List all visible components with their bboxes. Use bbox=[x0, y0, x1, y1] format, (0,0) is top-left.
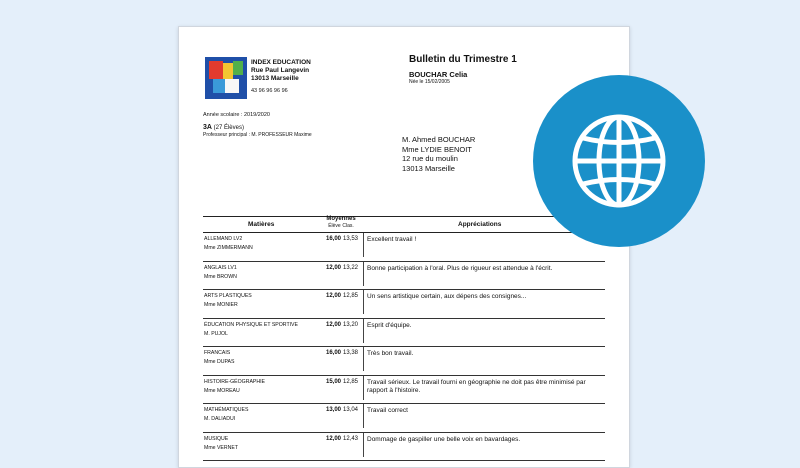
student-average: 12,00 bbox=[325, 264, 341, 271]
subject-cell bbox=[204, 349, 234, 367]
subject-name: MUSIQUE bbox=[204, 435, 229, 442]
address-line: Mme LYDIE BENOIT bbox=[402, 144, 472, 154]
subject-name: ALLEMAND LV2 bbox=[204, 236, 243, 242]
table-row bbox=[203, 433, 605, 462]
header-subjects: Matières bbox=[248, 221, 275, 228]
subject-teacher: Mme VERNET bbox=[204, 444, 239, 451]
class-count: (27 Élèves) bbox=[213, 125, 244, 131]
globe-badge bbox=[533, 75, 705, 247]
table-row bbox=[203, 262, 605, 291]
class-average: 12,85 bbox=[343, 378, 359, 385]
header-averages bbox=[321, 216, 361, 229]
student-birthdate: Née le 15/02/2005 bbox=[409, 79, 450, 85]
subject-teacher: Mme MOREAU bbox=[204, 387, 240, 394]
school-street: Rue Paul Langevin bbox=[251, 67, 310, 74]
header-comments: Appréciations bbox=[458, 221, 502, 228]
school-name: INDEX EDUCATION bbox=[251, 59, 311, 66]
comment-cell: Travail sérieux. Le travail fourni en géographie ne doit pas être minimisé par rapport à l'histoire. bbox=[363, 376, 603, 400]
subject-cell bbox=[204, 292, 252, 310]
subject-name: ARTS PLASTIQUES bbox=[204, 293, 252, 299]
student-average: 15,00 bbox=[325, 378, 341, 385]
subject-name: MATHÉMATIQUES bbox=[204, 407, 249, 413]
table-header bbox=[203, 216, 605, 233]
table-row bbox=[203, 319, 605, 348]
comment-cell: Dommage de gaspiller une belle voix en bavardages. bbox=[363, 433, 603, 457]
subject-cell bbox=[204, 378, 265, 396]
address-line: 12 rue du moulin bbox=[402, 154, 458, 164]
class-average: 13,20 bbox=[343, 321, 359, 328]
student-name: BOUCHAR Celia bbox=[409, 70, 468, 79]
subject-name: ÉDUCATION PHYSIQUE ET SPORTIVE bbox=[204, 321, 298, 328]
class-average: 13,38 bbox=[343, 350, 359, 356]
subject-teacher: M. PUJOL bbox=[204, 330, 228, 337]
subject-teacher: M. DALIADUI bbox=[204, 416, 236, 422]
subject-cell bbox=[204, 264, 237, 282]
class-line bbox=[203, 124, 244, 131]
report-card-document bbox=[178, 26, 630, 468]
table-row bbox=[203, 404, 605, 433]
subject-teacher: Mme ZIMMERMANN bbox=[204, 245, 253, 251]
grades-table bbox=[203, 216, 605, 461]
subject-cell bbox=[204, 235, 253, 253]
student-average: 13,00 bbox=[325, 407, 341, 413]
comment-cell: Un sens artistique certain, aux dépens des consignes... bbox=[363, 290, 603, 314]
student-average: 12,00 bbox=[325, 321, 341, 328]
subject-name: FRANCAIS bbox=[204, 350, 231, 356]
student-average: 12,00 bbox=[325, 293, 341, 299]
class-average: 13,22 bbox=[343, 264, 359, 271]
comment-cell: Bonne participation à l'oral. Plus de rigueur est attendue à l'écrit. bbox=[363, 262, 603, 286]
globe-icon bbox=[569, 111, 669, 211]
school-info bbox=[251, 59, 311, 83]
class-name: 3A bbox=[203, 124, 212, 131]
header-student: Élève bbox=[328, 222, 341, 229]
subject-cell bbox=[204, 406, 248, 424]
class-average: 12,85 bbox=[343, 293, 359, 299]
class-average: 12,43 bbox=[343, 435, 359, 442]
class-average: 13,04 bbox=[343, 407, 359, 413]
student-average: 16,00 bbox=[325, 350, 341, 356]
subject-teacher: Mme MONIER bbox=[204, 302, 238, 308]
school-phone: 43 96 96 96 96 bbox=[251, 88, 288, 94]
school-city: 13013 Marseille bbox=[251, 75, 299, 82]
table-row bbox=[203, 347, 605, 376]
address-line: 13013 Marseille bbox=[402, 163, 455, 173]
table-body bbox=[203, 233, 605, 461]
subject-teacher: Mme DUPAS bbox=[204, 359, 235, 365]
subject-name: ANGLAIS LV1 bbox=[204, 264, 237, 271]
comment-cell: Travail correct bbox=[363, 404, 603, 428]
table-row bbox=[203, 376, 605, 405]
parent-address bbox=[402, 135, 475, 173]
subject-cell bbox=[204, 321, 298, 339]
table-row bbox=[203, 290, 605, 319]
header-averages-label: Moyennes bbox=[326, 216, 356, 222]
student-average: 16,00 bbox=[325, 236, 341, 242]
subject-teacher: Mme BROWN bbox=[204, 273, 237, 280]
class-average: 13,53 bbox=[343, 236, 359, 242]
main-teacher: Professeur principal : M. PROFESSEUR Maxime bbox=[203, 132, 312, 138]
subject-name: HISTOIRE-GÉOGRAPHIE bbox=[204, 378, 266, 385]
school-year: Année scolaire : 2019/2020 bbox=[203, 112, 270, 118]
table-row bbox=[203, 233, 605, 262]
student-average: 12,00 bbox=[325, 435, 341, 442]
school-logo bbox=[205, 57, 247, 99]
comment-cell: Esprit d'équipe. bbox=[363, 319, 603, 343]
address-line: M. Ahmed BOUCHAR bbox=[402, 135, 476, 144]
subject-cell bbox=[204, 435, 238, 453]
comment-cell: Très bon travail. bbox=[363, 347, 603, 371]
header-class: Clas. bbox=[342, 222, 354, 229]
bulletin-title: Bulletin du Trimestre 1 bbox=[409, 54, 517, 65]
comment-cell: Excellent travail ! bbox=[363, 233, 603, 257]
